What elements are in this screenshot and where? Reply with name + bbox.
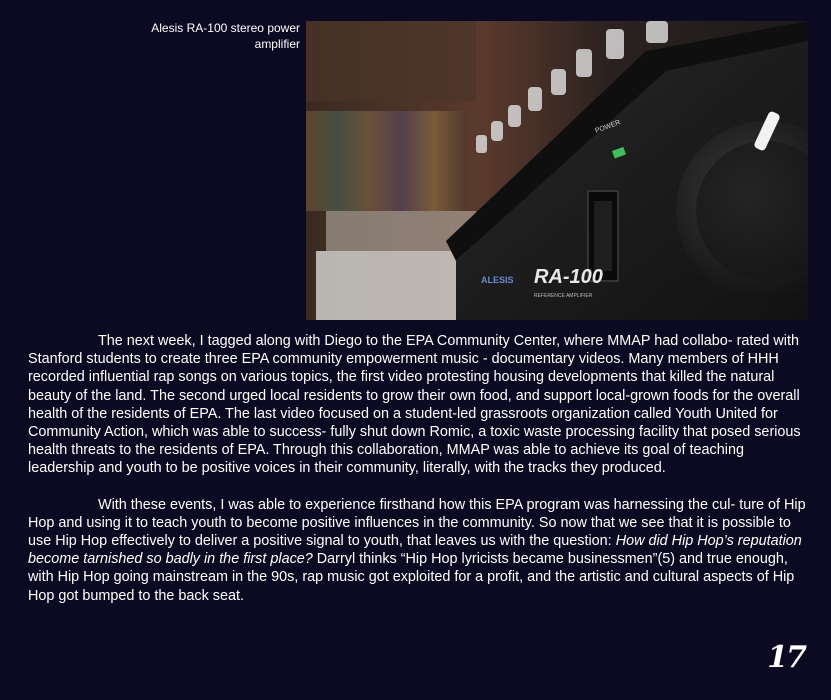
subtitle-label: REFERENCE AMPLIFIER (534, 293, 593, 299)
paragraph-1: The next week, I tagged along with Diego to the EPA Community Center, where MMAP had collabo- rated with Stanford students to create three EPA community empowerment music - documentary videos. Many members of HHH recorded influential rap songs on various topics, the first video protesting housing developments that killed the natural beauty of the land. The second urged local residents to grow their own food, and support local-grown foods for the overall health of the residents of EPA. The last video focused on a student-led grassroots organization called Youth United for Community Action, which was able to success- fully shut down Romic, a toxic waste processing facility that posed serious health threats to the residents of EPA. Through this collaboration, MMAP was able to achieve its goal of teaching leadership and youth to be positive voices in their community, literally, with the tracks they produced. (28, 333, 801, 477)
article-body (28, 332, 810, 623)
paragraph-2-part-1: With these events, I was able to experience firsthand how this EPA program was harnessing the cul- ture of Hip Hop and using it to teach youth to become positive influences in the community. So now that we see that it is possible to use Hip Hop effectively to deliver a positive signal to youth, that leaves us with the question: (28, 496, 806, 550)
caption-line-1: Alesis RA-100 stereo power (151, 21, 300, 35)
amplifier-illustration (306, 21, 808, 320)
power-label: POWER (594, 119, 622, 135)
amplifier-photo (306, 21, 808, 320)
paragraph-2 (28, 496, 810, 605)
caption-line-2: amplifier (254, 37, 300, 51)
paragraph-2-part-2: Darryl thinks “Hip Hop lyricists became businessmen”(5) and true enough, with Hip Hop going mainstream in the 90s, rap music got exploited for a profit, and the artistic and cultural aspects of Hip Hop got bumped to the back seat. (28, 551, 795, 604)
photo-caption (110, 20, 300, 52)
brand-label: ALESIS (481, 275, 514, 285)
model-label: RA-100 (534, 266, 603, 288)
paragraph-2-question: How did Hip Hop’s reputation become tarnished so badly in the first place? (28, 533, 802, 568)
page-number: 17 (767, 640, 805, 675)
